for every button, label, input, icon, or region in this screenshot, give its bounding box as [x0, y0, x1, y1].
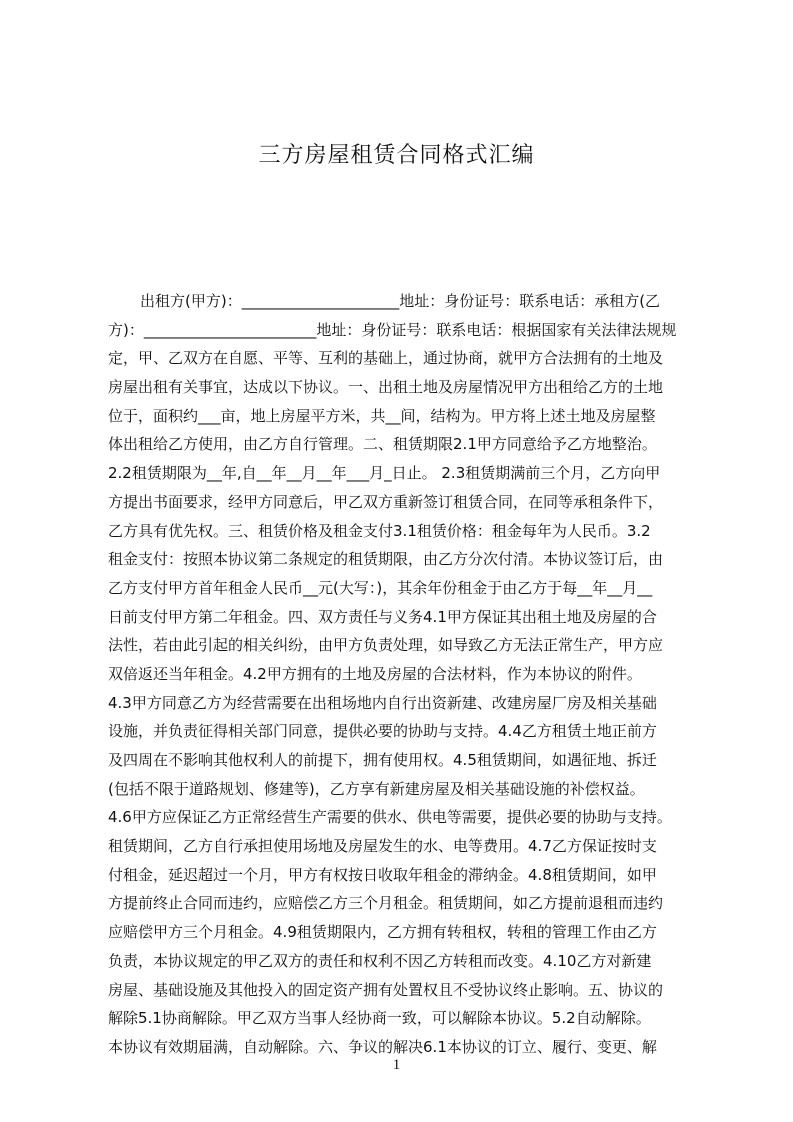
body-line: 乙方支付甲方首年租金人民币__元(大写：)，其余年份租金于由乙方于每__年__月__ — [108, 578, 653, 597]
body-line: 设施，并负责征得相关部门同意，提供必要的协助与支持。4.4乙方租赁土地正前方 — [108, 722, 657, 741]
body-line: 负责，本协议规定的甲乙双方的责任和权利不因乙方转租而改变。4.10乙方对新建 — [108, 951, 652, 970]
document-title: 三方房屋租赁合同格式汇编 — [258, 143, 535, 168]
body-line: 本协议有效期届满，自动解除。六、争议的解决6.1本协议的订立、履行、变更、解 — [108, 1037, 657, 1056]
body-line: 方)：_______________________地址：身份证号：联系电话：根据国家有关法律法规规 — [108, 320, 677, 339]
body-line: 定，甲、乙双方在自愿、平等、互利的基础上，通过协商，就甲方合法拥有的土地及 — [108, 349, 664, 368]
body-line: 方提前终止合同而违约，应赔偿乙方三个月租金。租赁期间，如乙方提前退租而违约 — [108, 894, 664, 913]
body-line: 位于，面积约___亩，地上房屋平方米，共__间，结构为。甲方将上述土地及房屋整 — [108, 406, 656, 425]
body-line: 出租方(甲方)：_____________________地址：身份证号：联系电话：承租方(乙 — [140, 292, 661, 310]
contract-body — [108, 287, 708, 1062]
body-line: 方提出书面要求，经甲方同意后，甲乙双方重新签订租赁合同，在同等承租条件下， — [108, 492, 664, 511]
page-number: 1 — [392, 1057, 401, 1073]
body-line: 4.3甲方同意乙方为经营需要在出租场地内自行出资新建、改建房屋厂房及相关基础 — [108, 693, 657, 712]
body-line: 房屋、基础设施及其他投入的固定资产拥有处置权且不受协议终止影响。五、协议的 — [108, 980, 664, 999]
body-line: 房屋出租有关事宜，达成以下协议。一、出租土地及房屋情况甲方出租给乙方的土地 — [108, 378, 664, 397]
body-line: (包括不限于道路规划、修建等)，乙方享有新建房屋及相关基础设施的补偿权益。 — [108, 779, 645, 798]
body-line: 租金支付：按照本协议第二条规定的租赁期限，由乙方分次付清。本协议签订后，由 — [108, 550, 664, 569]
body-line: 解除5.1协商解除。甲乙双方当事人经协商一致，可以解除本协议。5.2自动解除。 — [108, 1009, 651, 1028]
body-line: 日前支付甲方第二年租金。四、双方责任与义务4.1甲方保证其出租土地及房屋的合 — [108, 607, 657, 626]
body-line: 2.2租赁期限为__年,自__年__月__年___月_日止。 2.3租赁期满前三个月，乙方向甲 — [108, 464, 661, 483]
body-line: 付租金，延迟超过一个月，甲方有权按日收取年租金的滞纳金。4.8租赁期间，如甲 — [108, 865, 657, 884]
body-line: 4.6甲方应保证乙方正常经营生产需要的供水、供电等需要，提供必要的协助与支持。 — [108, 808, 672, 827]
body-line: 及四周在不影响其他权利人的前提下，拥有使用权。4.5租赁期间，如遇征地、拆迁 — [108, 751, 657, 769]
body-line: 应赔偿甲方三个月租金。4.9租赁期限内，乙方拥有转租权，转租的管理工作由乙方 — [108, 923, 657, 942]
body-line: 双倍返还当年租金。4.2甲方拥有的土地及房屋的合法材料，作为本协议的附件。 — [108, 664, 642, 683]
body-line: 租赁期间，乙方自行承担使用场地及房屋发生的水、电等费用。4.7乙方保证按时支 — [108, 837, 657, 856]
body-line: 体出租给乙方使用，由乙方自行管理。二、租赁期限2.1甲方同意给予乙方地整治。 — [108, 435, 657, 454]
body-line: 乙方具有优先权。三、租赁价格及租金支付3.1租赁价格：租金每年为人民币。3.2 — [108, 521, 651, 540]
body-line: 法性，若由此引起的相关纠纷，由甲方负责处理，如导致乙方无法正常生产，甲方应 — [108, 636, 664, 655]
